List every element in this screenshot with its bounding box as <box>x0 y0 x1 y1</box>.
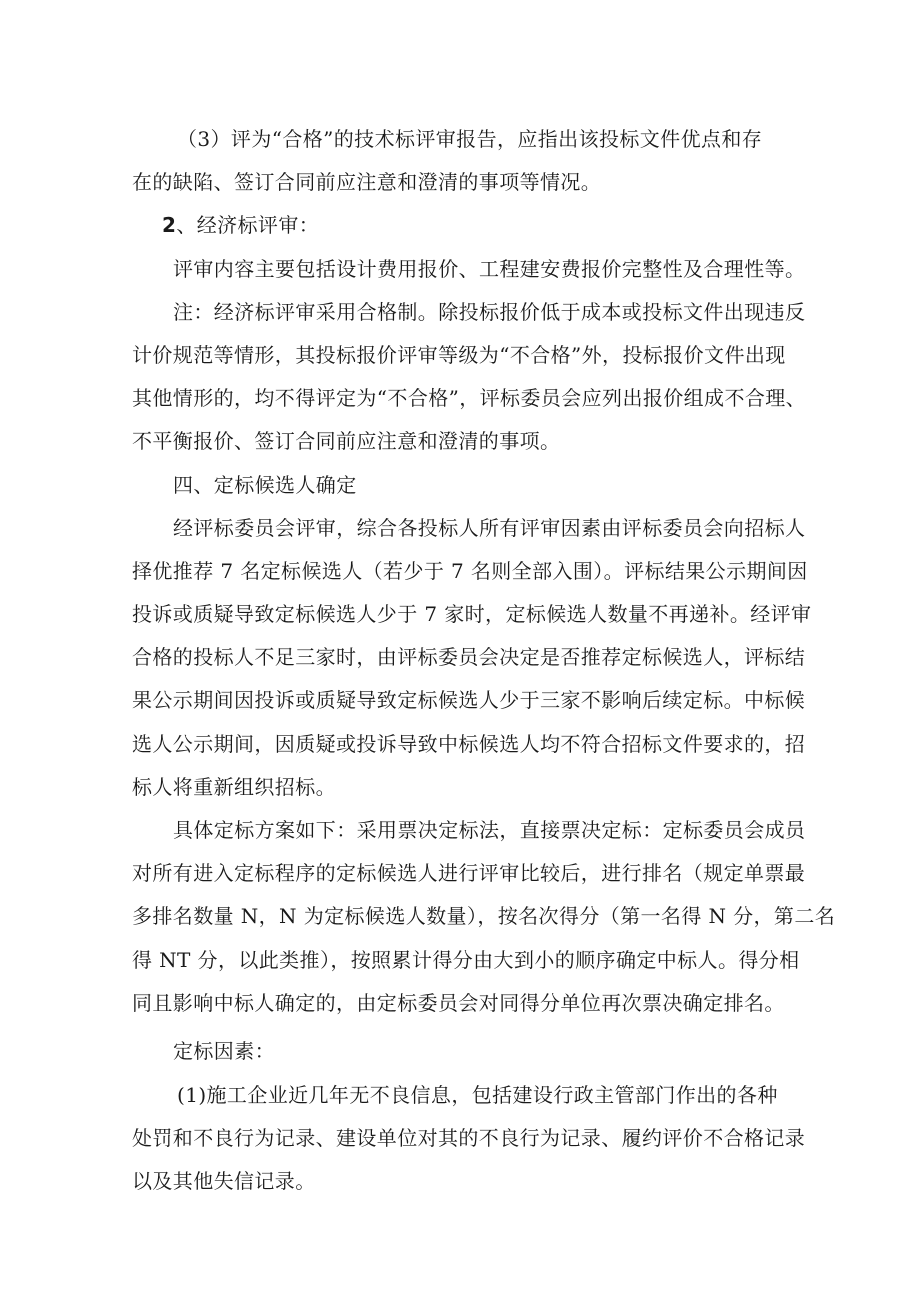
note-line-2: 计价规范等情形，其投标报价评审等级为“不合格”外，投标报价文件出现 <box>132 343 786 367</box>
section-4-heading: 四、定标候选人确定 <box>173 473 357 497</box>
section-4-paragraph-1-line-7: 标人将重新组织招标。 <box>132 775 336 799</box>
economic-review-heading <box>162 210 319 240</box>
note-line-3: 其他情形的，均不得评定为“不合格”，评标委员会应列出报价组成不合理、 <box>132 386 807 410</box>
section-4-paragraph-1-line-1: 经评标委员会评审，综合各投标人所有评审因素由评标委员会向招标人 <box>173 516 806 540</box>
paragraph-3-line-1: （3）评为“合格”的技术标评审报告，应指出该投标文件优点和存 <box>177 127 763 151</box>
note-line-4: 不平衡报价、签订合同前应注意和澄清的事项。 <box>132 429 561 453</box>
note-line-1: 注：经济标评审采用合格制。除投标报价低于成本或投标文件出现违反 <box>173 300 806 324</box>
factors-heading: 定标因素： <box>173 1039 275 1063</box>
economic-review-content: 评审内容主要包括设计费用报价、工程建安费报价完整性及合理性等。 <box>173 257 806 281</box>
factor-1-line-2: 处罚和不良行为记录、建设单位对其的不良行为记录、履约评价不合格记录 <box>132 1126 806 1150</box>
section-4-paragraph-1-line-4: 合格的投标人不足三家时，由评标委员会决定是否推荐定标候选人，评标结 <box>132 645 806 669</box>
factor-1-line-1: (1)施工企业近几年无不良信息，包括建设行政主管部门作出的各种 <box>177 1083 778 1107</box>
section-4-paragraph-2-line-5: 同且影响中标人确定的，由定标委员会对同得分单位再次票决确定排名。 <box>132 991 785 1015</box>
section-4-paragraph-2-line-4: 得 NT 分，以此类推），按照累计得分由大到小的顺序确定中标人。得分相 <box>132 948 800 972</box>
section-4-paragraph-1-line-5: 果公示期间因投诉或质疑导致定标候选人少于三家不影响后续定标。中标候 <box>132 688 806 712</box>
factor-1-line-3: 以及其他失信记录。 <box>132 1169 316 1193</box>
section-4-paragraph-1-line-2: 择优推荐 7 名定标候选人（若少于 7 名则全部入围）。评标结果公示期间因 <box>132 559 808 583</box>
section-4-paragraph-1-line-6: 选人公示期间，因质疑或投诉导致中标候选人均不符合招标文件要求的，招 <box>132 732 806 756</box>
section-4-paragraph-2-line-2: 对所有进入定标程序的定标候选人进行评审比较后，进行排名（规定单票最 <box>132 861 806 885</box>
economic-review-heading-number: 2 <box>162 213 177 237</box>
economic-review-heading-text: 、经济标评审： <box>176 213 320 237</box>
section-4-paragraph-2-line-3: 多排名数量 N，N 为定标候选人数量），按名次得分（第一名得 N 分，第二名 <box>132 904 836 928</box>
section-4-paragraph-1-line-3: 投诉或质疑导致定标候选人少于 7 家时，定标候选人数量不再递补。经评审 <box>132 602 812 626</box>
paragraph-3-line-2: 在的缺陷、签订合同前应注意和澄清的事项等情况。 <box>132 170 602 194</box>
section-4-paragraph-2-line-1: 具体定标方案如下：采用票决定标法，直接票决定标：定标委员会成员 <box>173 818 806 842</box>
